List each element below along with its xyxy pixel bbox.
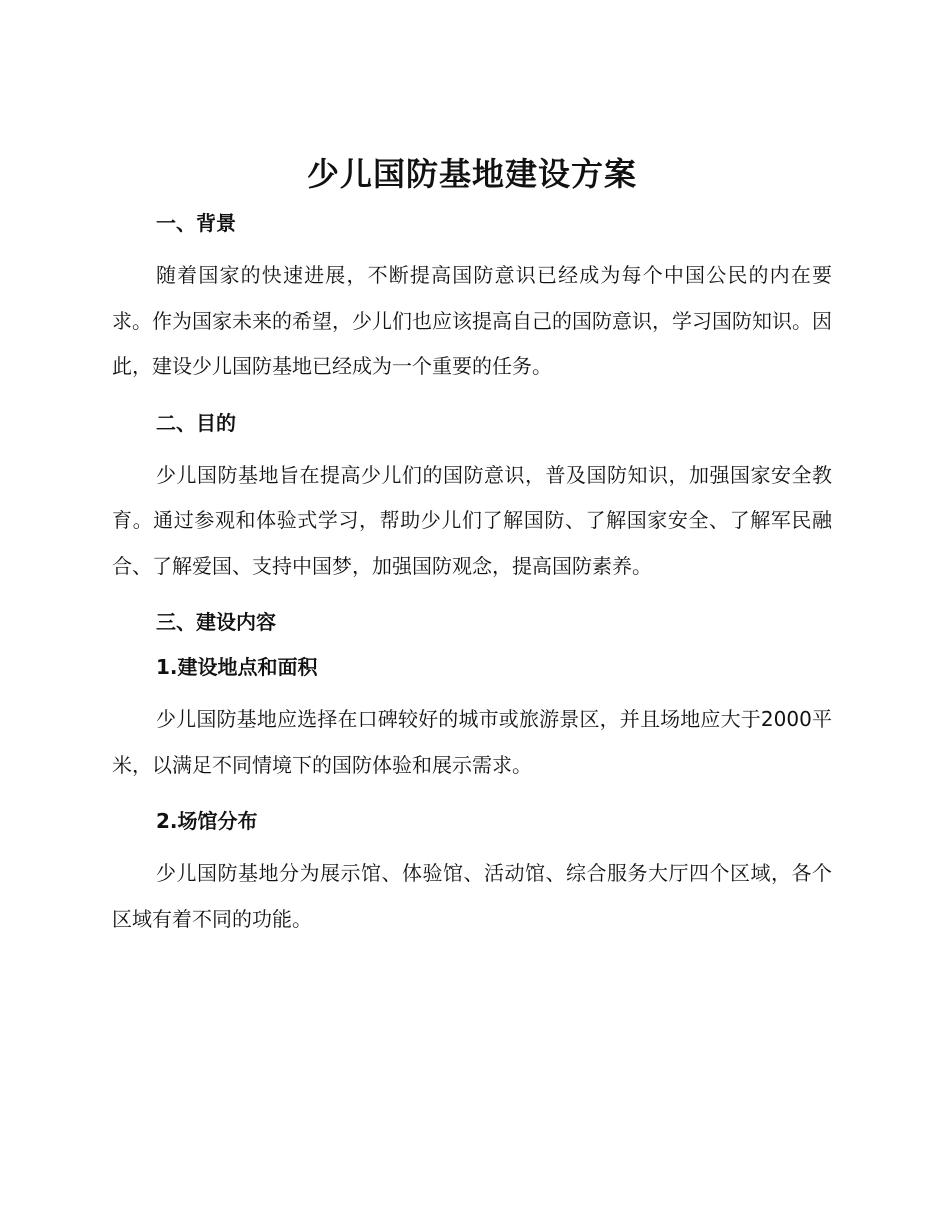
section-heading-purpose: 二、目的: [156, 410, 236, 435]
section-heading-construction: 三、建设内容: [156, 610, 276, 634]
subsection-paragraph-venues: 少儿国防基地分为展示馆、体验馆、活动馆、综合服务大厅四个区域，各个区域有着不同的功能。: [112, 861, 832, 931]
section-paragraph-background: 随着国家的快速进展，不断提高国防意识已经成为每个中国公民的内在要求。作为国家未来的希望，少儿们也应该提高自己的国防意识，学习国防知识。因此，建设少儿国防基地已经成为一个重要的任务。: [112, 263, 832, 378]
document-title: 少儿国防基地建设方案: [306, 155, 637, 193]
document-body: [112, 150, 832, 942]
subsection-paragraph-location: 少儿国防基地应选择在口碑较好的城市或旅游景区，并且场地应大于2000平米，以满足不同情境下的国防体验和展示需求。: [112, 707, 832, 777]
section-paragraph-purpose: 少儿国防基地旨在提高少儿们的国防意识，普及国防知识，加强国家安全教育。通过参观和体验式学习，帮助少儿们了解国防、了解国家安全、了解军民融合、了解爱国、支持中国梦，加强国防观念，提高国防素养。: [112, 462, 832, 578]
subsection-heading-location: 1.建设地点和面积: [156, 655, 318, 679]
section-heading-background: 一、背景: [156, 211, 236, 235]
subsection-heading-venues: 2.场馆分布: [156, 809, 258, 833]
